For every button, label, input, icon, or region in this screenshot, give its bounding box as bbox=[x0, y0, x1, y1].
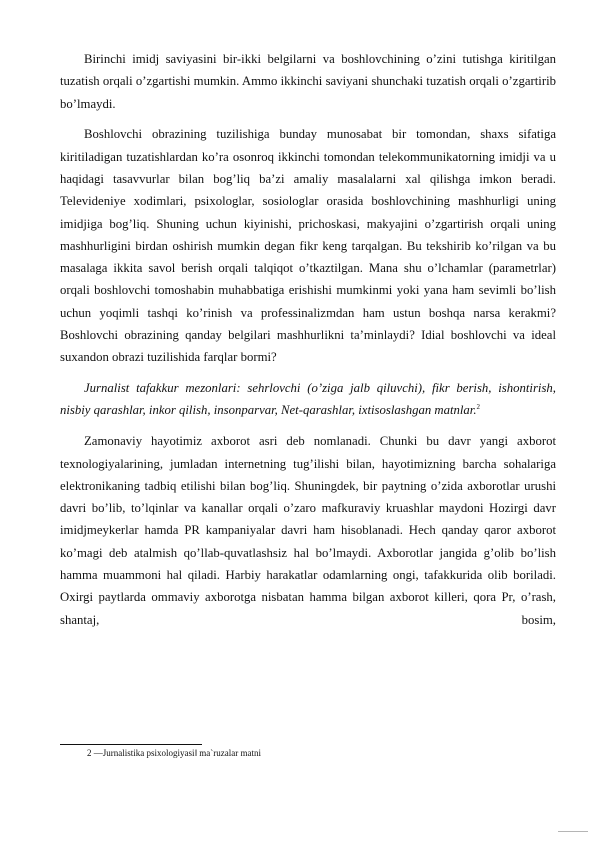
paragraph-2: Boshlovchi obrazining tuzilishiga bunday munosabat bir tomondan, shaxs sifatiga kiritiladigan tuzatishlardan ko’ra osonroq ikkinchi tomondan telekommunikatorning imidji va u haqidagi tasavvurlar bilan bog’liq ba’zi amaliy masalalarni xal qilishga imkon beradi. Televideniye xodimlari, psixologlar, sosiologlar orasida boshlovchining mashhurligi uning imidjiga bog’liq. Shuning uchun kiyinishi, prichoskasi, makyajini o’zgartirish orqali uning mashhurligini birdan oshirish mumkin degan fikr keng tarqalgan. Bu tekshirib ko’rilgan va bu masalaga ikkita savol berish orqali talqiqot o’tkaztilgan. Mana shu o’lchamlar (parametrlar) orqali boshlovchi tomoshabin muhabbatiga erishishi mumkinmi yoki yana ham sevimli bo’lish uchun yoqimli tashqi ko’rinish va professinalizmdan ham ustun boshqa narsa kerakmi? Boshlovchi obrazining qanday belgilari mashhurlikni ta’minlaydi? Idial boshlovchi va ideal suxandon obrazi tuzilishida farqlar bormi? bbox=[60, 127, 556, 365]
page-corner-rule bbox=[558, 831, 588, 832]
paragraph-1: Birinchi imidj saviyasini bir-ikki belgilarni va boshlovchining o’zini tutishga kiritilgan tuzatish orqali o’zgartishi mumkin. Ammo ikkinchi saviyani shunchaki tuzatish orqali o’zgartirib bo’lmaydi. bbox=[60, 52, 556, 111]
footnote-reference: 2 bbox=[476, 403, 481, 412]
footnote: 2 ―Jurnalistika psixologiyasi‖ ma`ruzalar matni bbox=[87, 748, 261, 758]
paragraph-4: Zamonaviy hayotimiz axborot asri deb nomlanadi. Chunki bu davr yangi axborot texnologiyalarining, jumladan internetning tug’ilishi bilan, hayotimizning barcha sohalariga elektronikaning tadbiq etilishi bilan bog’liq. Shuningdek, bir paytning o’zida axborotlar urushi davri bo’lib, to’lqinlar va kanallar orqali o’zaro mafkuraviy kruashlar maydoni Hozirgi davr imidjmeykerlar hamda PR kampaniyalar davri ham hisoblanadi. Hech qanday qaror axborot ko’magi deb atalmish qo’llab-quvatlashsiz hal bo’lmaydi. Axborotlar jangida g’olib bo’lish hamma muammoni hal qiladi. Harbiy harakatlar odamlarning ongi, tafakkurida olib boriladi. Oxirgi paytlarda ommaviy axborotga nisbatan hamma bilgan axborot killeri, qora Pr, o’rash, shantaj, bosim, bbox=[60, 434, 556, 627]
footnote-separator bbox=[60, 744, 202, 745]
paragraph-3-text: Jurnalist tafakkur mezonlari: sehrlovchi (o’ziga jalb qiluvchi), fikr berish, ishontirish, nisbiy qarashlar, inkor qilish, insonparvar, Net-qarashlar, ixtisoslashgan matnlar. bbox=[60, 381, 556, 418]
document-body bbox=[60, 48, 556, 631]
paragraph-3 bbox=[60, 377, 556, 422]
